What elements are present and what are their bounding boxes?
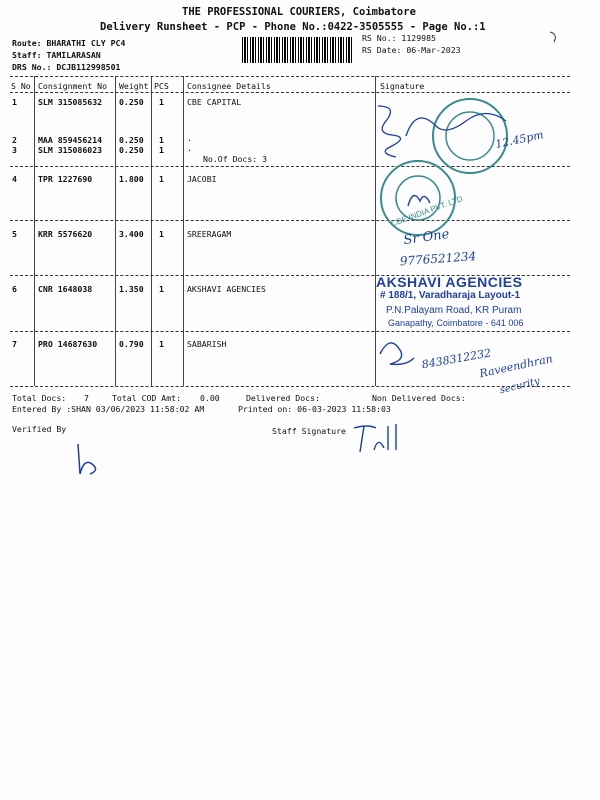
row-weight: 1.800: [119, 174, 144, 184]
staff-signature-label: Staff Signature: [272, 426, 346, 436]
row-sno: 2: [12, 135, 17, 145]
rs-date: RS Date: 06-Mar-2023: [362, 45, 461, 55]
row-pcs: 1: [159, 339, 164, 349]
row-sno: 1: [12, 97, 17, 107]
row-pcs: 1: [159, 97, 164, 107]
company-stamp: [376, 274, 523, 328]
row-sno: 6: [12, 284, 17, 294]
divider: [10, 76, 570, 77]
handwriting-name: Raveendhran: [478, 352, 554, 381]
divider: [10, 331, 570, 332]
row-weight: 0.250: [119, 145, 144, 155]
row-consignment: TPR 1227690: [38, 174, 93, 184]
route: Route: BHARATHI CLY PC4: [12, 38, 126, 48]
handwriting-time: 12.45pm: [494, 128, 545, 152]
stamp-line: P.N.Palayam Road, KR Puram: [386, 305, 522, 316]
row-consignee: JACOBI: [187, 174, 217, 184]
total-docs-value: 7: [84, 393, 89, 403]
row-consignee: .: [187, 143, 192, 153]
col-sno: S No: [11, 81, 31, 91]
row-consignee: SABARISH: [187, 339, 227, 349]
col-pcs: PCS: [154, 81, 169, 91]
row-pcs: 1: [159, 229, 164, 239]
col-weight: Weight: [119, 81, 149, 91]
signature-row5: [400, 222, 560, 282]
barcode: [242, 37, 354, 63]
handwriting-name: Sr One: [402, 226, 451, 249]
row-consignment: SLM 315086023: [38, 145, 103, 155]
divider: [10, 92, 570, 93]
row-consignee: AKSHAVI AGENCIES: [187, 284, 266, 294]
staff-signature: [352, 420, 412, 460]
row-consignment: CNR 1648038: [38, 284, 93, 294]
printed-on: Printed on: 06-03-2023 11:58:03: [238, 404, 391, 414]
seal-text: CBE INDIA PVT. LTD.: [389, 193, 466, 229]
no-of-docs: No.Of Docs: 3: [203, 154, 268, 164]
row-sno: 5: [12, 229, 17, 239]
company-title: THE PROFESSIONAL COURIERS, Coimbatore: [182, 6, 416, 18]
row-consignment: PRO 14687630: [38, 339, 98, 349]
row-pcs: 1: [159, 135, 164, 145]
col-consignment: Consignment No: [38, 81, 108, 91]
row-pcs: 1: [159, 174, 164, 184]
corner-mark: [546, 28, 566, 48]
total-cod-label: Total COD Amt:: [112, 393, 182, 403]
row-weight: 0.250: [119, 97, 144, 107]
stamp-line: # 188/1, Varadharaja Layout-1: [380, 290, 521, 301]
row-weight: 3.400: [119, 229, 144, 239]
signature-row7: [376, 334, 576, 404]
row-weight: 1.350: [119, 284, 144, 294]
row-consignee: CBE CAPITAL: [187, 97, 242, 107]
delivered-docs: Delivered Docs:: [246, 393, 320, 403]
row-consignment: MAA 859456214: [38, 135, 103, 145]
row-consignment: KRR 5576620: [38, 229, 93, 239]
row-sno: 4: [12, 174, 17, 184]
row-pcs: 1: [159, 284, 164, 294]
handwriting-phone: 9776521234: [399, 249, 477, 269]
row-consignee: SREERAGAM: [187, 229, 232, 239]
divider: [10, 220, 570, 221]
row-weight: 0.790: [119, 339, 144, 349]
stamp-line: AKSHAVI AGENCIES: [376, 274, 523, 290]
verifier-signature: [70, 440, 110, 480]
row-sno: 7: [12, 339, 17, 349]
row-sno: 3: [12, 145, 17, 155]
col-signature: Signature: [380, 81, 425, 91]
row-consignee: .: [187, 133, 192, 143]
staff: Staff: TAMILARASAN: [12, 50, 101, 60]
runsheet-title: Delivery Runsheet - PCP - Phone No.:0422-3505555 - Page No.:1: [100, 21, 486, 33]
rs-number: RS No.: 1129985: [362, 33, 436, 43]
verified-by-label: Verified By: [12, 424, 67, 434]
row-pcs: 1: [159, 145, 164, 155]
handwriting-phone: 8438312232: [420, 346, 493, 372]
total-cod-value: 0.00: [200, 393, 220, 403]
non-delivered-docs: Non Delivered Docs:: [372, 393, 466, 403]
signature-row1: [376, 96, 576, 166]
drs-number: DRS No.: DCJB112998501: [12, 62, 121, 72]
row-consignment: SLM 315085632: [38, 97, 103, 107]
row-weight: 0.250: [119, 135, 144, 145]
entered-by: Entered By :SHAN 03/06/2023 11:58:02 AM: [12, 404, 205, 414]
stamp-line: Ganapathy, Coimbatore - 641 006: [388, 318, 524, 328]
col-consignee: Consignee Details: [187, 81, 271, 91]
total-docs-label: Total Docs:: [12, 393, 67, 403]
handwriting-role: security: [498, 375, 541, 397]
